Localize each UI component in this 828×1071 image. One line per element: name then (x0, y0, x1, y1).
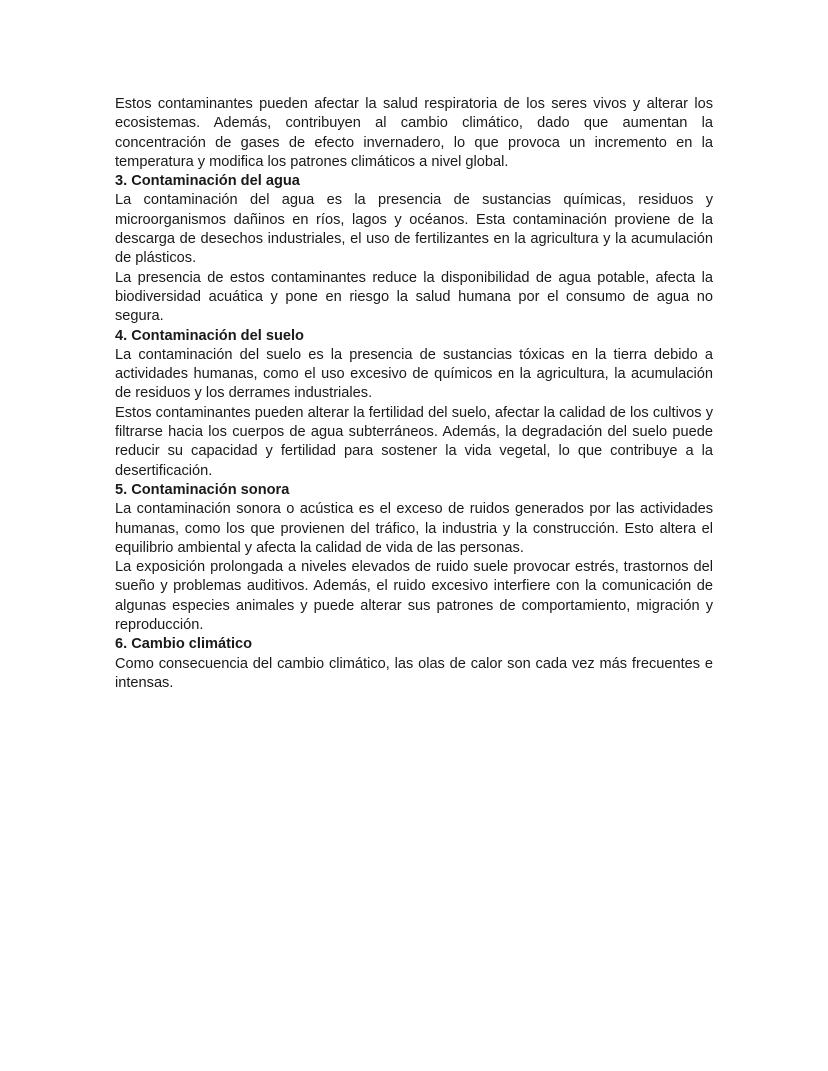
noise-pollution-paragraph-1: La contaminación sonora o acústica es el exceso de ruidos generados por las actividades humanas, como los que provienen del tráfico, la industria y la construcción. Esto altera el equilibrio ambiental y afecta la calidad de vida de las personas. (115, 501, 713, 556)
soil-pollution-paragraph-1: La contaminación del suelo es la presencia de sustancias tóxicas en la tierra debido a actividades humanas, como el uso excesivo de químicos en la agricultura, la acumulación de residuos y los derrames industriales. (115, 346, 713, 402)
heading-water-pollution: 3. Contaminación del agua (115, 173, 300, 190)
water-pollution-paragraph-1: La contaminación del agua es la presencia de sustancias químicas, residuos y microorganismos dañinos en ríos, lagos y océanos. Esta contaminación proviene de la descarga de desechos industriales, el uso de fertilizantes en la agricultura y la acumulación de plásticos. (115, 192, 713, 267)
noise-pollution-paragraph-2: La exposición prolongada a niveles elevados de ruido suele provocar estrés, trastornos del sueño y problemas auditivos. Además, el ruido excesivo interfiere con la comunicación de algunas especies animales y puede alterar sus patrones de comportamiento, migración y reproducción. (115, 559, 713, 634)
heading-noise-pollution: 5. Contaminación sonora (115, 481, 290, 498)
soil-pollution-paragraph-2: Estos contaminantes pueden alterar la fertilidad del suelo, afectar la calidad de los cultivos y filtrarse hacia los cuerpos de agua subterráneos. Además, la degradación del suelo puede reducir su capacidad y fertilidad para sostener la vida vegetal, lo que contribuye a la desertificación. (115, 404, 713, 479)
document-page (115, 95, 713, 693)
heading-climate-change: 6. Cambio climático (115, 636, 253, 653)
heading-soil-pollution: 4. Contaminación del suelo (115, 327, 304, 344)
intro-paragraph: Estos contaminantes pueden afectar la salud respiratoria de los seres vivos y alterar los ecosistemas. Además, contribuyen al cambio climático, dado que aumentan la concentración de gases de efecto invernadero, lo que provoca un incremento en la temperatura y modifica los patrones climáticos a nivel global. (115, 96, 713, 170)
climate-change-paragraph-1: Como consecuencia del cambio climático, las olas de calor son cada vez más frecuentes e intensas. (115, 655, 713, 691)
water-pollution-paragraph-2: La presencia de estos contaminantes reduce la disponibilidad de agua potable, afecta la biodiversidad acuática y pone en riesgo la salud humana por el consumo de agua no segura. (115, 269, 713, 325)
